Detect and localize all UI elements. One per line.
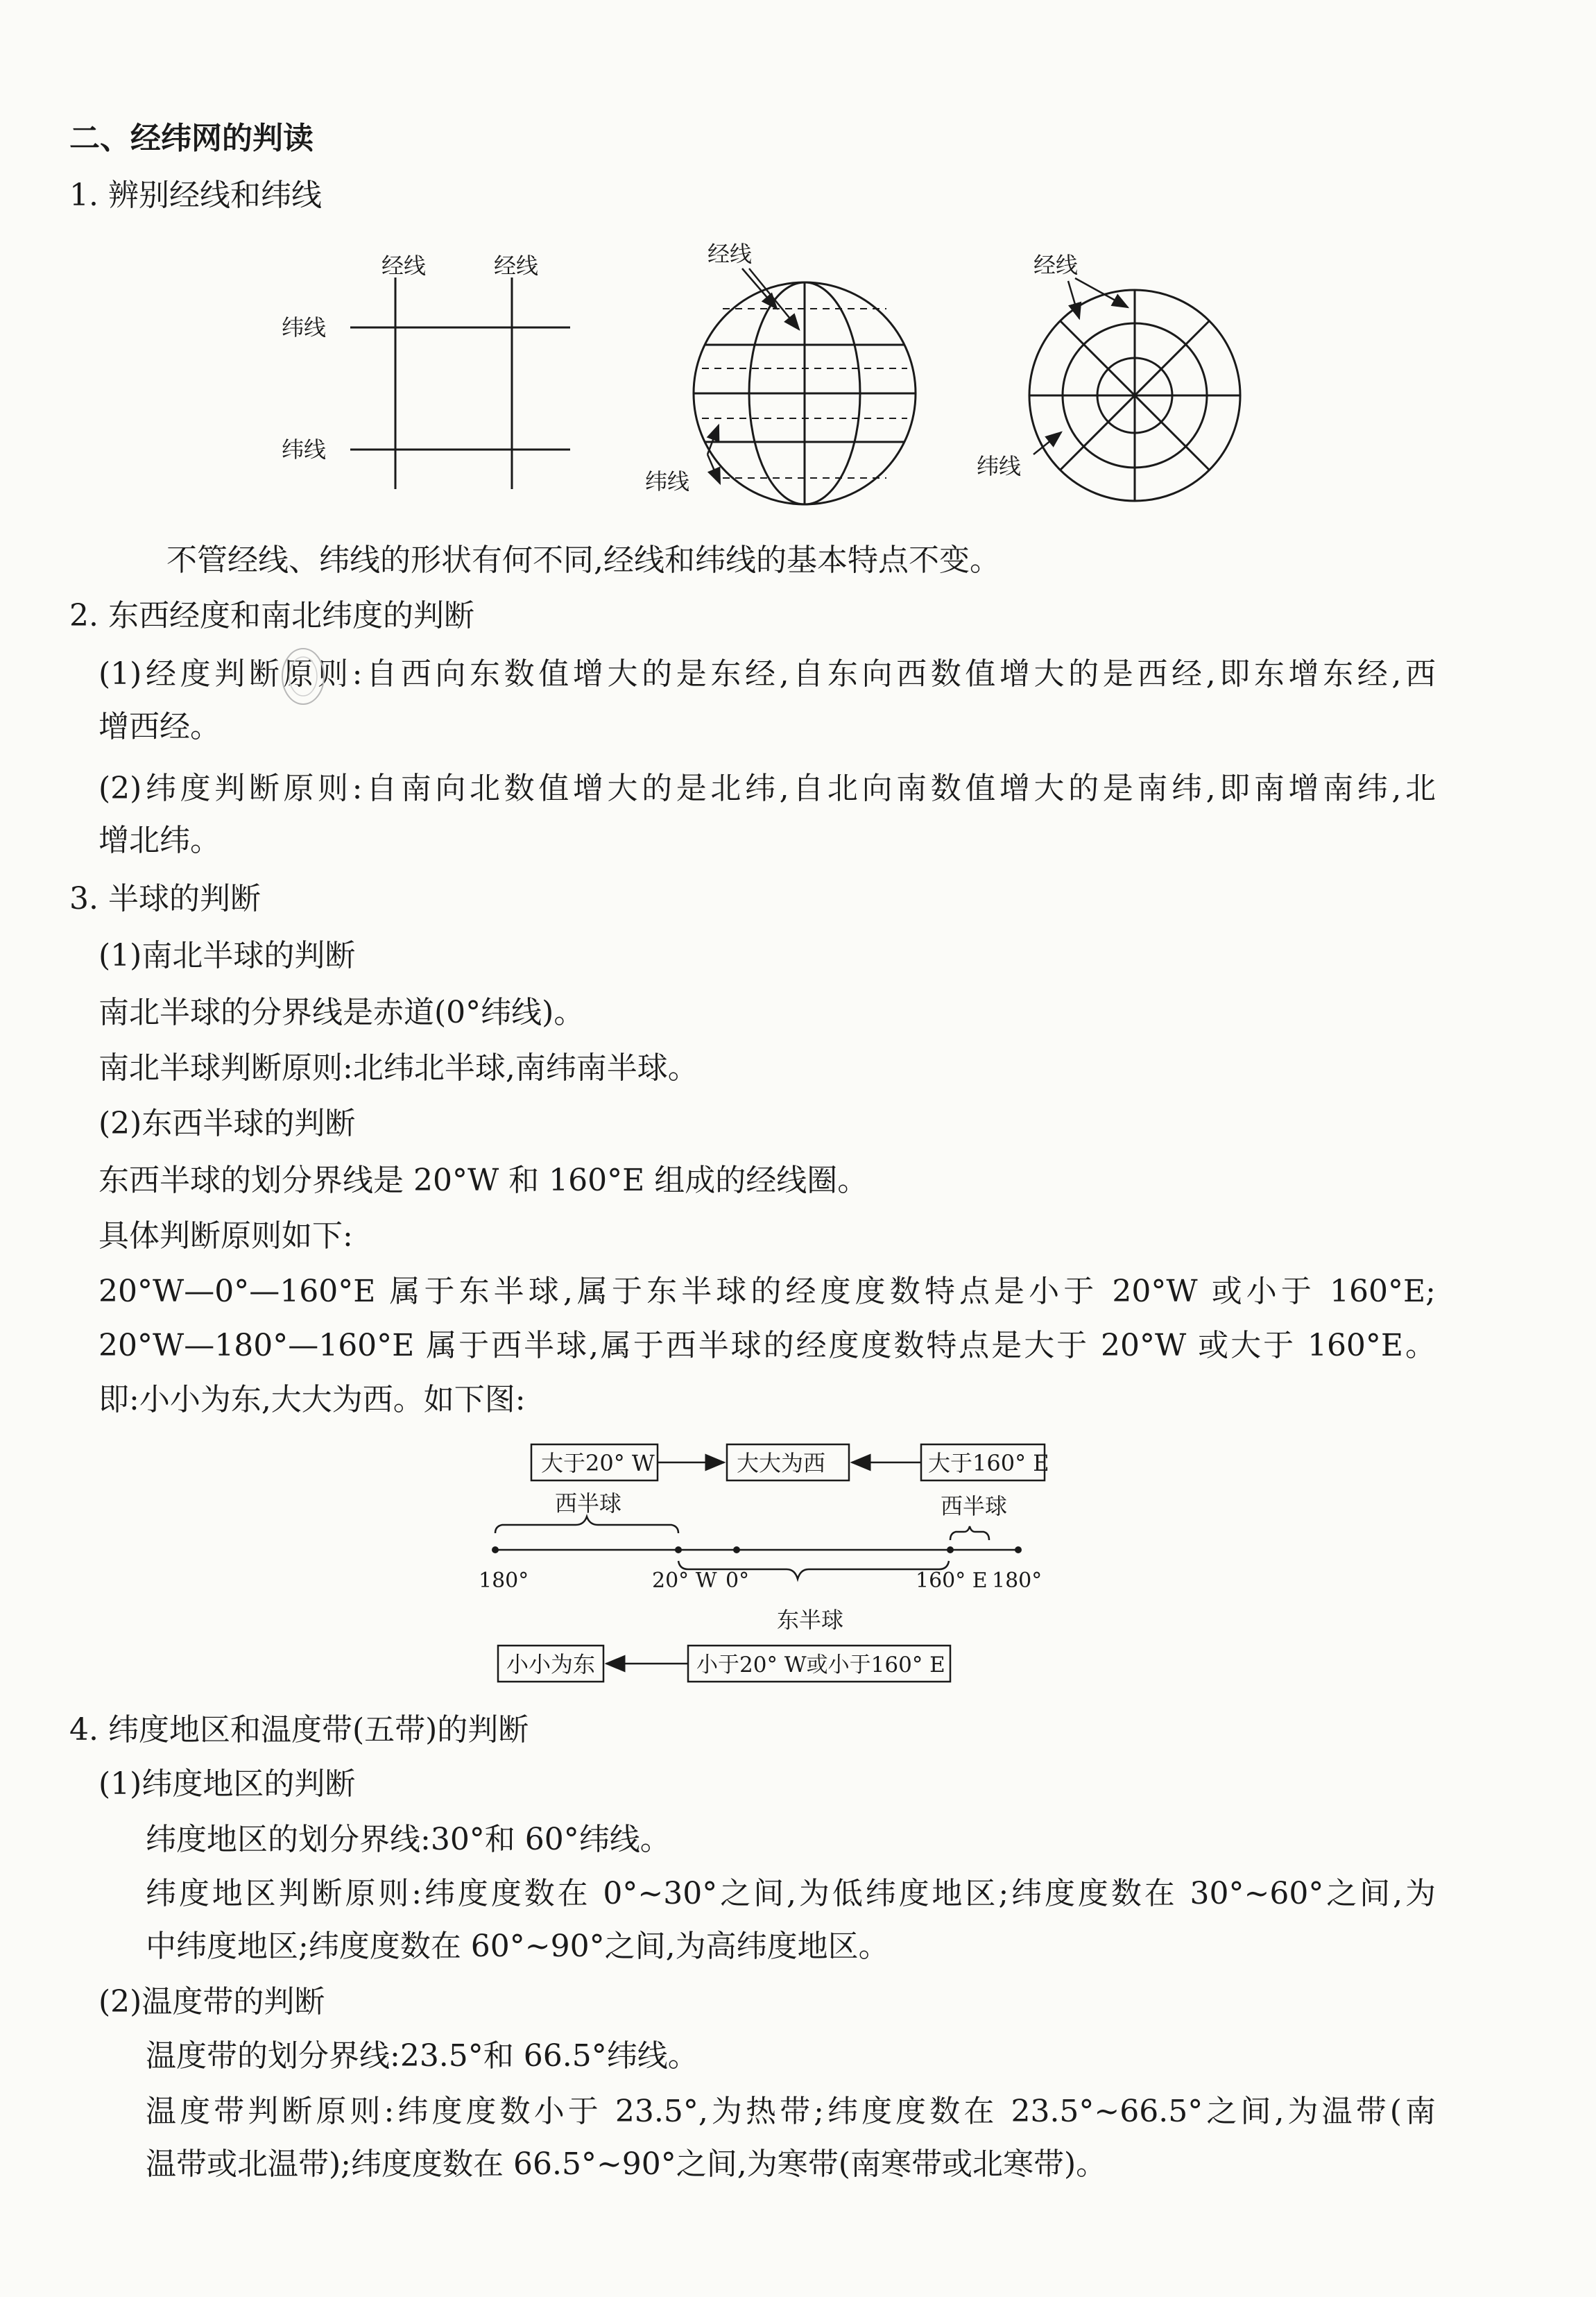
box-west-rule-label: 大大为西 [737, 1450, 826, 1476]
s3-title: 3. 半球的判断 [69, 881, 261, 916]
polar-meridian-label: 经线 [1033, 252, 1079, 278]
s3-text5: 20°W—0°—160°E 属于东半球,属于东半球的经度度数特点是小于 20°W 或小于 160°E; [98, 1274, 1436, 1309]
globe-figure [638, 239, 916, 510]
box-greater-160e-label: 大于160° E [928, 1450, 1049, 1476]
s3-text3: 东西半球的划分界线是 20°W 和 160°E 组成的经线圈。 [98, 1163, 868, 1198]
polar-parallel-label: 纬线 [977, 453, 1022, 479]
box-less-than-label: 小于20° W或小于160° E [696, 1653, 945, 1677]
s3-text1: 南北半球的分界线是赤道(0°纬线)。 [98, 995, 585, 1030]
s3-sub1: (1)南北半球的判断 [98, 938, 356, 973]
tick-180-right: 180° [992, 1569, 1042, 1593]
globe-meridian-label: 经线 [707, 241, 753, 267]
s4-sub2: (2)温度带的判断 [98, 1984, 325, 2020]
s2-p1-line2: 增西经。 [98, 709, 221, 744]
tick-160e: 160° E [916, 1569, 988, 1593]
s4-text2-line1: 纬度地区判断原则:纬度度数在 0°~30°之间,为低纬度地区;纬度度数在 30°~60°之间,为 [146, 1876, 1436, 1911]
s3-text6: 20°W—180°—160°E 属于西半球,属于西半球的经度度数特点是大于 20°W 或大于 160°E。 [98, 1328, 1436, 1363]
s4-title: 4. 纬度地区和温度带(五带)的判断 [69, 1712, 529, 1748]
s4-text1: 纬度地区的划分界线:30°和 60°纬线。 [146, 1822, 671, 1857]
west-hemisphere-label-1: 西半球 [555, 1490, 622, 1517]
tick-0: 0° [726, 1569, 750, 1593]
s2-p2-line2: 增北纬。 [98, 823, 221, 858]
s3-sub2: (2)东西半球的判断 [98, 1106, 356, 1141]
polar-figure [964, 246, 1255, 503]
s4-sub1: (1)纬度地区的判断 [98, 1766, 356, 1802]
meridian-label-a: 经线 [381, 253, 427, 279]
tick-180-left: 180° [479, 1569, 529, 1593]
east-hemisphere-label: 东半球 [777, 1607, 844, 1633]
parallel-label-a: 纬线 [282, 314, 327, 341]
box-east-rule-label: 小小为东 [506, 1651, 596, 1677]
parallel-label-b: 纬线 [282, 436, 327, 463]
s4-text3: 温度带的划分界线:23.5°和 66.5°纬线。 [146, 2038, 698, 2074]
meridian-label-b: 经线 [494, 253, 539, 279]
s2-title: 2. 东西经度和南北纬度的判断 [69, 598, 474, 633]
box-greater-20w-label: 大于20° W [541, 1450, 655, 1476]
s4-text4-line2: 温带或北温带);纬度度数在 66.5°~90°之间,为寒带(南寒带或北寒带)。 [146, 2146, 1107, 2182]
library-stamp [279, 645, 327, 708]
hemisphere-diagram [479, 1436, 1054, 1700]
s3-text2: 南北半球判断原则:北纬北半球,南纬南半球。 [98, 1050, 698, 1086]
grid-figure [271, 250, 583, 499]
s4-text2-line2: 中纬度地区;纬度度数在 60°~90°之间,为高纬度地区。 [146, 1929, 889, 1964]
globe-parallel-label: 纬线 [645, 468, 690, 495]
s1-title: 1. 辨别经线和纬线 [69, 178, 322, 213]
west-hemisphere-label-2: 西半球 [941, 1493, 1008, 1519]
s1-note: 不管经线、纬线的形状有何不同,经线和纬线的基本特点不变。 [166, 543, 1000, 578]
section-title: 二、经纬网的判读 [69, 121, 314, 156]
s3-text7: 即:小小为东,大大为西。如下图: [98, 1382, 526, 1417]
s2-p2-line1: (2)纬度判断原则:自南向北数值增大的是北纬,自北向南数值增大的是南纬,即南增南纬,北 [98, 771, 1436, 806]
s3-text4: 具体判断原则如下: [98, 1218, 353, 1254]
tick-20w: 20° W [652, 1569, 717, 1593]
s4-text4-line1: 温度带判断原则:纬度度数小于 23.5°,为热带;纬度度数在 23.5°~66.5°之间,为温带(南 [146, 2094, 1436, 2129]
s2-p1-line1: (1)经度判断原则:自西向东数值增大的是东经,自东向西数值增大的是西经,即东增东经,西 [98, 656, 1436, 692]
